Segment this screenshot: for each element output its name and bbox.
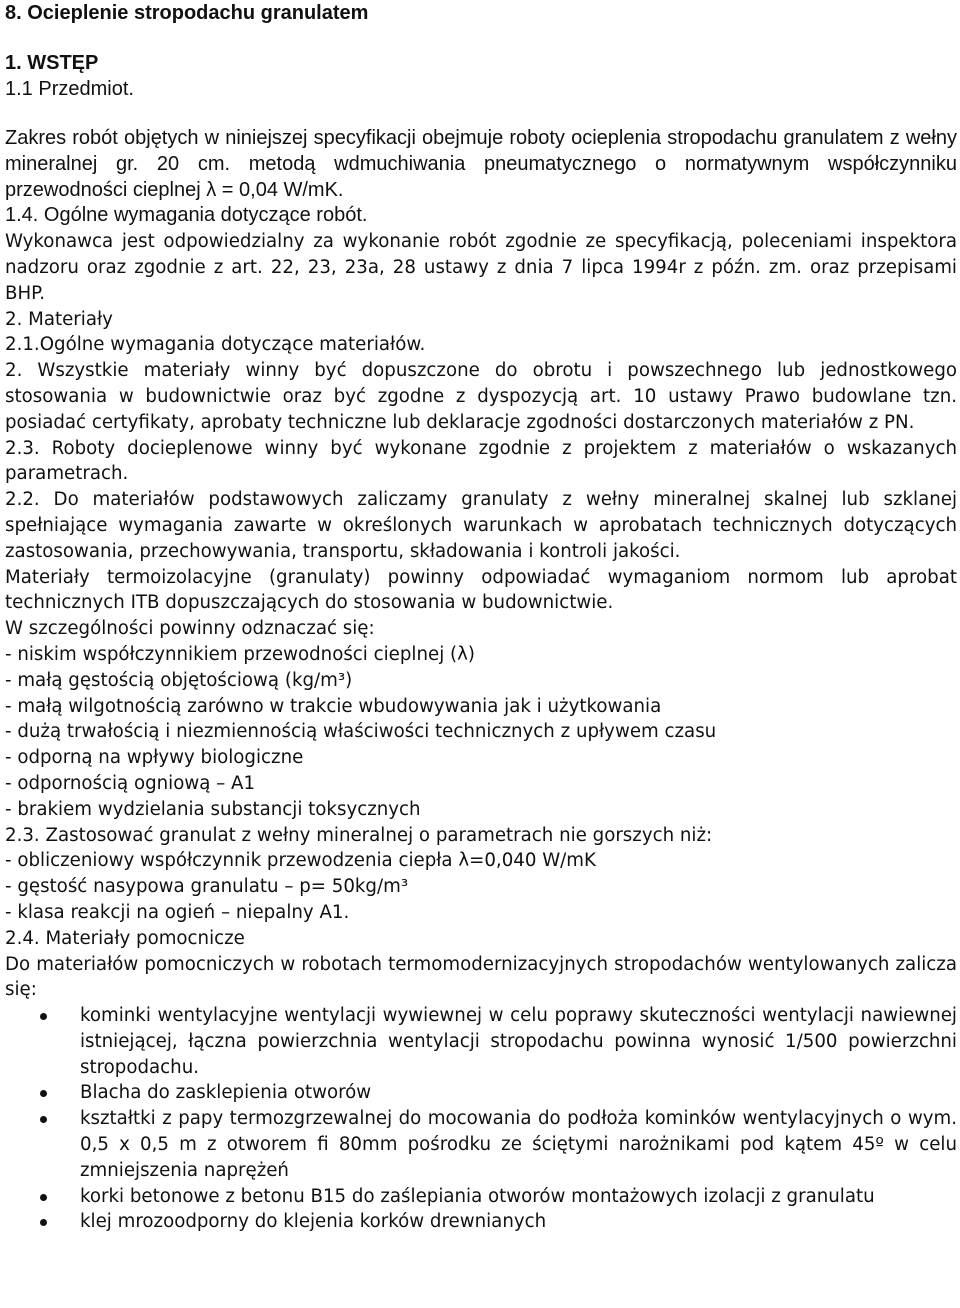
feature-line: - niskim współczynnikiem przewodności cieplnej (λ) [5,643,475,665]
subsection-przedmiot: 1.1 Przedmiot. [5,78,134,100]
parameter-line: - klasa reakcji na ogień – niepalny A1. [5,901,350,923]
materials-paragraph-3: 2.2. Do materiałów podstawowych zaliczamy granulaty z wełny mineralnej skalnej lub szklanej spełniające wymagania zawarte w określonych warunkach w aprobatach technicznych dotyczących zastosowania, przechowywania, transportu, składowania i kontroli jakości. [5,489,957,562]
bullet-icon [40,1116,47,1123]
feature-line: - odpornością ogniową – A1 [5,772,256,794]
feature-line: - małą gęstością objętościową (kg/m³) [5,669,353,691]
list-item-text: korki betonowe z betonu B15 do zaślepiania otworów montażowych izolacji z granulatu [80,1185,875,1207]
list-item-text: kształtki z papy termozgrzewalnej do mocowania do podłoża kominków wentylacyjnych o wym. 0,5 x 0,5 m z otworem fi 80mm pośrodku ze ściętymi narożnikami pod kątem 45º w celu zmniejszenia naprężeń [80,1108,957,1181]
bullet-icon [40,1219,47,1226]
feature-line: - brakiem wydzielania substancji toksycznych [5,798,421,820]
list-item [5,1106,957,1183]
section-heading-wstep: 1. WSTĘP [5,52,99,74]
feature-line: - odporną na wpływy biologiczne [5,747,304,769]
auxiliary-heading: 2.4. Materiały pomocnicze [5,927,245,949]
requirements-paragraph: Wykonawca jest odpowiedzialny za wykonanie robót zgodnie ze specyfikacją, poleceniami inspektora nadzoru oraz zgodnie z art. 22, 23, 23a, 28 ustawy z dnia 7 lipca 1994r z późn. zm. oraz przepisami BHP. [5,231,957,304]
parameter-line: - gęstość nasypowa granulatu – p= 50kg/m³ [5,876,409,898]
document-title: 8. Ocieplenie stropodachu granulatem [5,2,369,24]
materials-paragraph-4: Materiały termoizolacyjne (granulaty) powinny odpowiadać wymaganiom normom lub aprobat technicznych ITB dopuszczających do stosowania w budownictwie. [5,566,957,614]
materials-general-heading: 2.1.Ogólne wymagania dotyczące materiałów. [5,334,426,356]
list-item [5,1003,957,1080]
auxiliary-list [5,1003,957,1235]
list-item [5,1080,957,1106]
materials-paragraph-2: 2.3. Roboty docieplenowe winny być wykonane zgodnie z projektem z materiałów o wskazanych parametrach. [5,437,957,485]
feature-line: - małą wilgotnością zarówno w trakcie wbudowywania jak i użytkowania [5,695,662,717]
materials-paragraph-1: 2. Wszystkie materiały winny być dopuszczone do obrotu i powszechnego lub jednostkowego stosowania w budownictwie oraz być zgodne z dyspozycją art. 10 ustawy Prawo budowlane tzn. posiadać certyfikaty, aprobaty techniczne lub deklaracje zgodności dostarczonych materiałów z PN. [5,360,957,433]
list-item-text: klej mrozoodporny do klejenia korków drewnianych [80,1211,547,1233]
list-item [5,1184,957,1210]
scope-paragraph: Zakres robót objętych w niniejszej specyfikacji obejmuje roboty ocieplenia stropodachu granulatem z wełny mineralnej gr. 20 cm. metodą wdmuchiwania pneumatycznego o normatywnym współczynniku przewodności cieplnej λ = 0,04 W/mK. [5,127,957,201]
parameters-heading: 2.3. Zastosować granulat z wełny mineralnej o parametrach nie gorszych niż: [5,824,713,846]
list-item-text: Blacha do zasklepienia otworów [80,1082,372,1104]
bullet-icon [40,1013,47,1020]
requirements-heading: 1.4. Ogólne wymagania dotyczące robót. [5,204,368,227]
list-item-text: kominki wentylacyjne wentylacji wywiewnej w celu poprawy skuteczności wentylacji nawiewnej istniejącej, łączna powierzchnia wentylacji stropodachu powinna wynosić 1/500 powierzchni stropodachu. [80,1005,957,1078]
parameter-line: - obliczeniowy współczynnik przewodzenia ciepła λ=0,040 W/mK [5,850,596,872]
auxiliary-intro: Do materiałów pomocniczych w robotach termomodernizacyjnych stropodachów wentylowanych zalicza się: [5,953,957,1001]
materials-paragraph-5: W szczególności powinny odznaczać się: [5,618,375,640]
materials-heading: 2. Materiały [5,308,113,330]
document-body [5,126,957,1235]
bullet-icon [40,1194,47,1201]
feature-line: - dużą trwałością i niezmiennością właściwości technicznych z upływem czasu [5,721,717,743]
list-item [5,1209,957,1235]
bullet-icon [40,1090,47,1097]
